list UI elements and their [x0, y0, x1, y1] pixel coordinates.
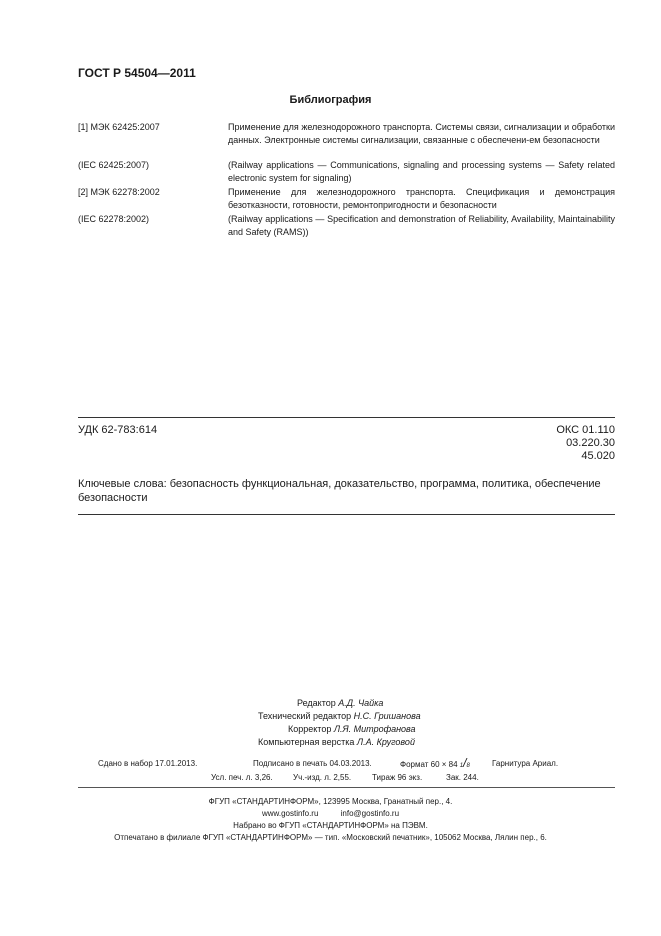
divider — [78, 787, 615, 788]
print-usl-pech: Усл. печ. л. 3,26. — [211, 773, 273, 782]
reference-code: [1] МЭК 62425:2007 — [78, 122, 160, 132]
divider — [78, 514, 615, 515]
corrector-name: Л.Я. Митрофанова — [333, 724, 416, 734]
bibliography-item — [78, 159, 615, 185]
reference-code: (IEC 62425:2007) — [78, 160, 150, 170]
corrector-label: Корректор — [288, 724, 332, 734]
print-uch-izd: Уч.-изд. л. 2,55. — [293, 773, 352, 782]
reference-code: (IEC 62278:2002) — [78, 214, 150, 224]
layout-label: Компьютерная верстка — [258, 737, 355, 747]
bibliography-item — [78, 213, 615, 239]
oks-code: ОКС 01.110 — [556, 424, 615, 436]
publisher-info — [0, 796, 661, 844]
print-format-fraction: 1/8 — [459, 756, 470, 770]
publisher-web: www.gostinfo.ru info@gostinfo.ru — [261, 809, 400, 818]
document-header: ГОСТ Р 54504—2011 — [78, 66, 196, 80]
oks-codes — [556, 424, 615, 463]
bibliography-title: Библиография — [289, 94, 372, 106]
reference-code: [2] МЭК 62278:2002 — [78, 187, 160, 197]
udk-code: УДК 62-783:614 — [78, 424, 158, 436]
reference-text: (Railway applications — Specification and demonstration of Reliability, Availability, Maintainability and Safety (RAMS)) — [228, 214, 615, 237]
oks-code: 03.220.30 — [566, 437, 615, 449]
editor-label: Редактор — [297, 698, 336, 708]
reference-text: Применение для железнодорожного транспорта. Спецификация и демонстрация безотказности, готовности, ремонтопригодности и безопасности — [228, 187, 615, 210]
print-typeface: Гарнитура Ариал. — [492, 759, 559, 768]
layout-name: Л.А. Круговой — [356, 737, 415, 747]
reference-text: Применение для железнодорожного транспорта. Системы связи, сигнализации и обработки данных. Электронные системы сигнализации, связанные с обеспечени-ем безопасности — [228, 122, 615, 145]
bibliography-item — [78, 186, 615, 212]
keywords: Ключевые слова: безопасность функциональная, доказательство, программа, политика, обеспечение безопасности — [78, 478, 601, 504]
print-order: Зак. 244. — [446, 773, 479, 782]
oks-code: 45.020 — [581, 450, 615, 462]
editor-name: А.Д. Чайка — [338, 698, 384, 708]
print-tirazh: Тираж 96 экз. — [372, 773, 423, 782]
tech-editor-label: Технический редактор — [258, 711, 352, 721]
publisher-typeset: Набрано во ФГУП «СТАНДАРТИНФОРМ» на ПЭВМ. — [233, 821, 428, 830]
publisher-printed: Отпечатано в филиале ФГУП «СТАНДАРТИНФОРМ» — тип. «Московский печатник», 105062 Москва, Лялин пер., 6. — [114, 833, 547, 842]
divider — [78, 417, 615, 418]
reference-text: (Railway applications — Communications, signaling and processing systems — Safety related electronic system for signaling) — [228, 160, 615, 183]
print-format-prefix: Формат 60 × 84 — [400, 760, 458, 769]
publisher-address: ФГУП «СТАНДАРТИНФОРМ», 123995 Москва, Гранатный пер., 4. — [208, 797, 453, 806]
bibliography-item — [78, 121, 615, 161]
print-format — [400, 756, 470, 770]
print-signed: Подписано в печать 04.03.2013. — [253, 759, 372, 768]
print-submitted: Сдано в набор 17.01.2013. — [98, 759, 198, 768]
tech-editor-name: Н.С. Гришанова — [353, 711, 421, 721]
